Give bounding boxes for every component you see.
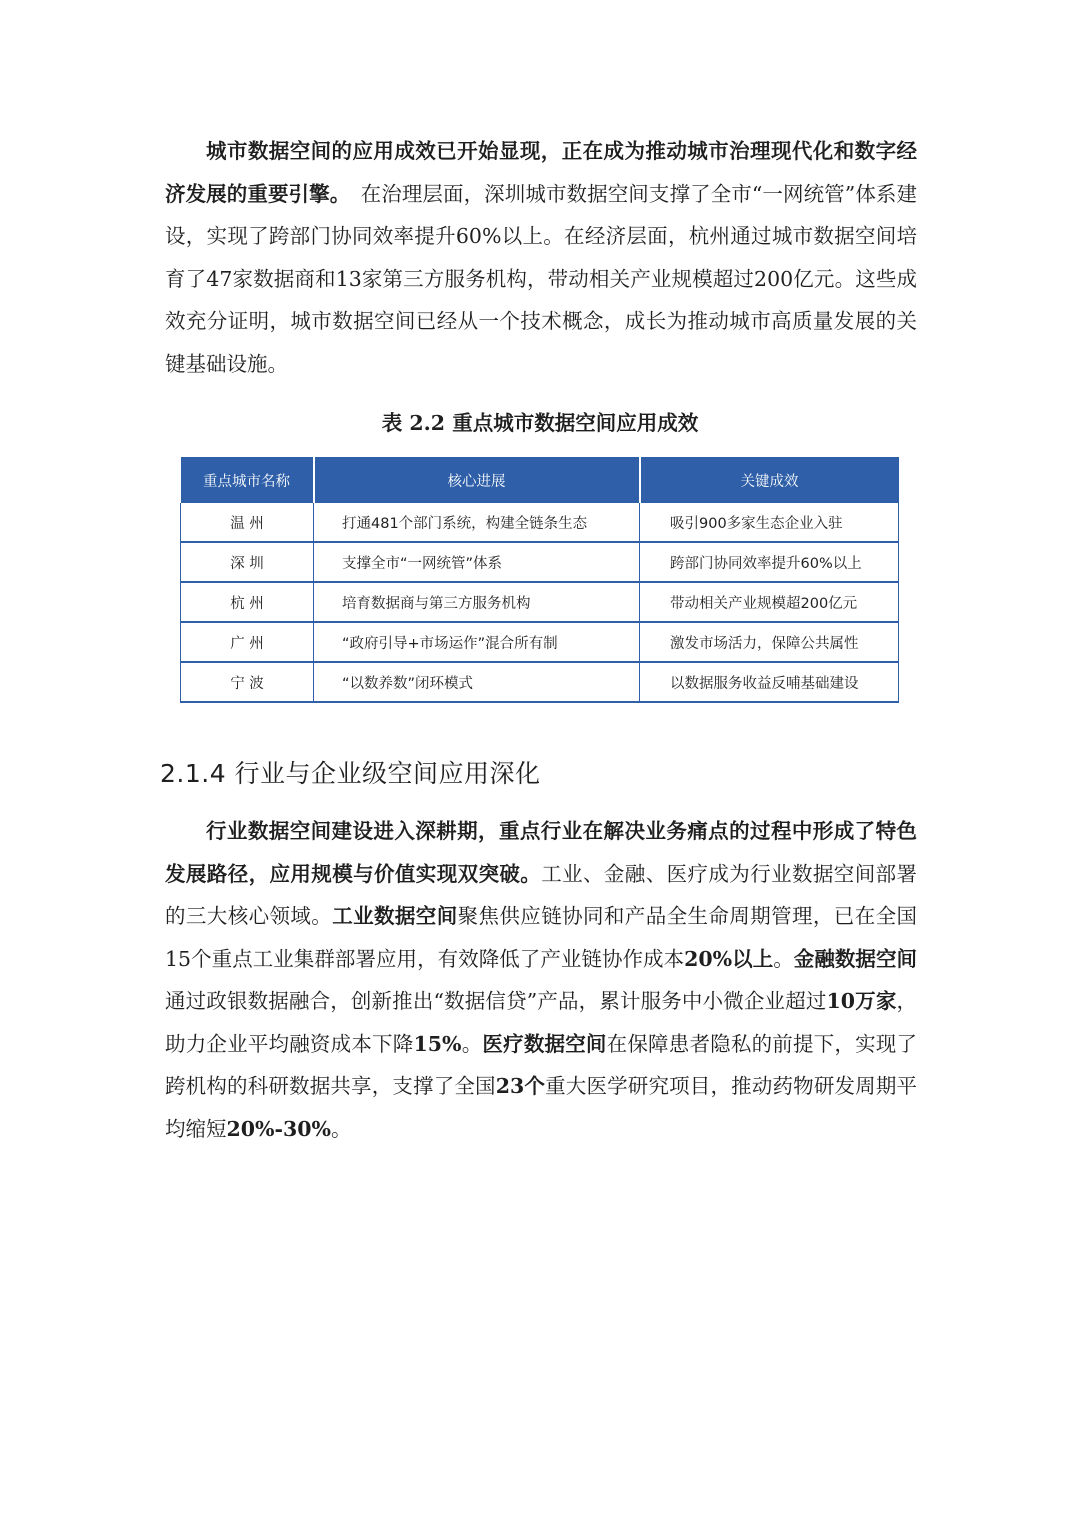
paragraph-body: 在治理层面，深圳城市数据空间支撑了全市“一网统管”体系建设，实现了跨部门协同效率提升60%以上。在经济层面，杭州通过城市数据空间培育了47家数据商和13家第三方服务机构，带动相关产业规模超过200亿元。这些成效充分证明，城市数据空间已经从一个技术概念，成长为推动城市高质量发展的关键基础设施。 bbox=[165, 181, 918, 376]
section-heading: 2.1.4 行业与企业级空间应用深化 bbox=[160, 759, 541, 788]
highlight-figure: 15% bbox=[413, 1031, 462, 1056]
cell-progress: “政府引导+市场运作”混合所有制 bbox=[314, 622, 640, 662]
cell-city: 温 州 bbox=[181, 503, 314, 542]
table-row bbox=[181, 622, 899, 662]
cell-result: 带动相关产业规模超200亿元 bbox=[640, 582, 899, 622]
table-row bbox=[181, 662, 899, 702]
medical-data-space-term: 医疗数据空间 bbox=[482, 1031, 607, 1056]
cell-progress: “以数养数”闭环模式 bbox=[314, 662, 640, 702]
highlight-figure: 20%-30% bbox=[226, 1116, 332, 1141]
cell-progress: 支撑全市“一网统管”体系 bbox=[314, 542, 640, 582]
cell-city: 宁 波 bbox=[181, 662, 314, 702]
paragraph-city-data-space bbox=[165, 130, 917, 385]
city-results-table bbox=[180, 457, 899, 703]
paragraph-text: 聚焦供应链协同和产品全生命周期管理，已在全国15个重点工业集群部署应用，有效降低了产业链协作成本 bbox=[165, 904, 918, 971]
highlight-figure: 23个 bbox=[495, 1074, 546, 1098]
cell-result: 激发市场活力，保障公共属性 bbox=[640, 622, 899, 662]
paragraph-text: 。 bbox=[773, 946, 794, 971]
highlight-figure: 20%以上 bbox=[684, 946, 774, 971]
cell-result: 吸引900多家生态企业入驻 bbox=[640, 503, 899, 542]
column-header-progress: 核心进展 bbox=[314, 457, 640, 503]
table-caption: 表 2.2 重点城市数据空间应用成效 bbox=[381, 411, 699, 435]
table-row bbox=[181, 542, 899, 582]
column-header-result: 关键成效 bbox=[640, 457, 899, 503]
paragraph-lead-bold: 城市数据空间的应用成效已开始显现，正在成为推动城市治理现代化和数字经济发展的重要引擎。 bbox=[165, 139, 917, 206]
cell-progress: 培育数据商与第三方服务机构 bbox=[314, 582, 640, 622]
cell-city: 深 圳 bbox=[181, 542, 314, 582]
table-row bbox=[181, 503, 899, 542]
paragraph-text: 。 bbox=[461, 1031, 483, 1056]
highlight-figure: 10万家 bbox=[826, 989, 897, 1013]
industrial-data-space-term: 工业数据空间 bbox=[332, 904, 458, 928]
cell-city: 杭 州 bbox=[181, 582, 314, 622]
paragraph-text: 工业、金融、医疗成为行业数据空间部署的三大核心领域。 bbox=[165, 861, 918, 928]
paragraph-text: 。 bbox=[331, 1116, 352, 1141]
cell-result: 跨部门协同效率提升60%以上 bbox=[640, 542, 899, 582]
paragraph-lead-bold: 行业数据空间建设进入深耕期，重点行业在解决业务痛点的过程中形成了特色发展路径，应用规模与价值实现双突破。 bbox=[165, 819, 917, 886]
column-header-city: 重点城市名称 bbox=[181, 457, 314, 503]
cell-progress: 打通481个部门系统，构建全链条生态 bbox=[314, 503, 640, 542]
paragraph-text: ，助力企业平均融资成本下降 bbox=[165, 989, 917, 1056]
cell-result: 以数据服务收益反哺基础建设 bbox=[640, 662, 899, 702]
table-row bbox=[181, 582, 899, 622]
paragraph-text: 通过政银数据融合，创新推出“数据信贷”产品，累计服务中小微企业超过 bbox=[165, 989, 827, 1013]
paragraph-text: 重大医学研究项目，推动药物研发周期平均缩短 bbox=[165, 1074, 918, 1141]
financial-data-space-term: 金融数据空间 bbox=[793, 946, 918, 971]
paragraph-industry-data-space bbox=[165, 810, 917, 1150]
cell-city: 广 州 bbox=[181, 622, 314, 662]
table-header-row bbox=[181, 457, 899, 503]
paragraph-text: 在保障患者隐私的前提下，实现了跨机构的科研数据共享，支撑了全国 bbox=[165, 1031, 918, 1098]
